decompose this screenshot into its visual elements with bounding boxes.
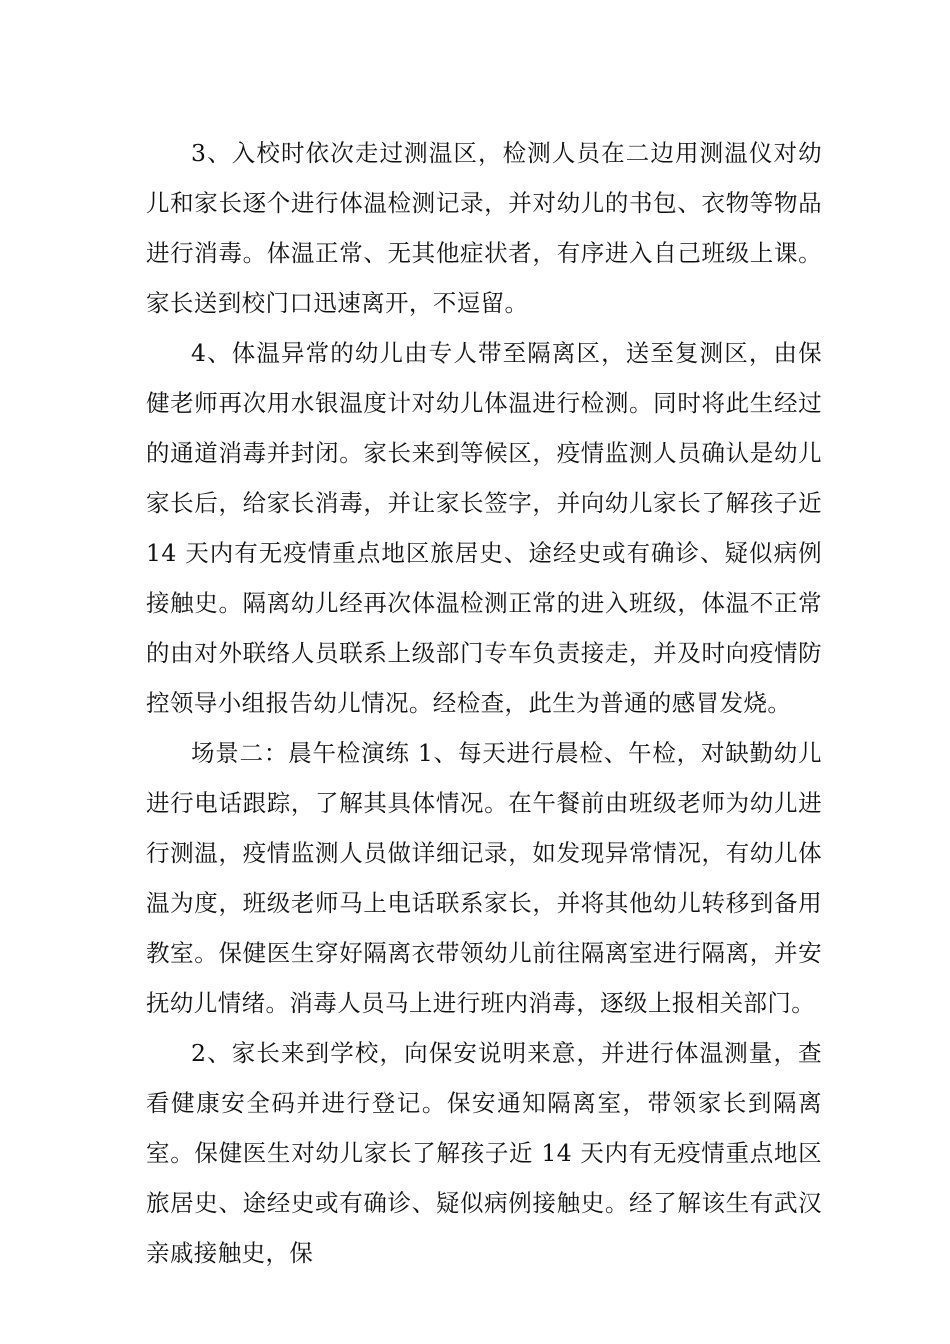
paragraph-parent-arrival: 2、家长来到学校，向保安说明来意，并进行体温测量，查看健康安全码并进行登记。保安通知隔离室，带领家长到隔离室。保健医生对幼儿家长了解孩子近 14 天内有无疫情重点地区旅居史、途经史或有确诊、疑似病例接触史。经了解该生有武汉亲戚接触史，保 xyxy=(146,1039,822,1267)
paragraph-scenario-two-drill: 场景二：晨午检演练 1、每天进行晨检、午检，对缺勤幼儿进行电话跟踪，了解其具体情况。在午餐前由班级老师为幼儿进行测温，疫情监测人员做详细记录，如发现异常情况，有幼儿体温为度，班级老师马上电话联系家长，并将其他幼儿转移到备用教室。保健医生穿好隔离衣带领幼儿前往隔离室进行隔离，并安抚幼儿情绪。消毒人员马上进行班内消毒，逐级上报相关部门。 xyxy=(146,739,822,1017)
paragraph-entry-temperature-check: 3、入校时依次走过测温区，检测人员在二边用测温仪对幼儿和家长逐个进行体温检测记录，并对幼儿的书包、衣物等物品进行消毒。体温正常、无其他症状者，有序进入自己班级上课。家长送到校门口迅速离开，不逗留。 xyxy=(146,139,822,317)
paragraph-abnormal-temperature: 4、体温异常的幼儿由专人带至隔离区，送至复测区，由保健老师再次用水银温度计对幼儿体温进行检测。同时将此生经过的通道消毒并封闭。家长来到等候区，疫情监测人员确认是幼儿家长后，给家长消毒，并让家长签字，并向幼儿家长了解孩子近 14 天内有无疫情重点地区旅居史、途经史或有确诊、疑似病例接触史。隔离幼儿经再次体温检测正常的进入班级，体温不正常的由对外联络人员联系上级部门专车负责接走，并及时向疫情防控领导小组报告幼儿情况。经检查，此生为普通的感冒发烧。 xyxy=(146,339,822,717)
document-body xyxy=(146,128,822,1278)
